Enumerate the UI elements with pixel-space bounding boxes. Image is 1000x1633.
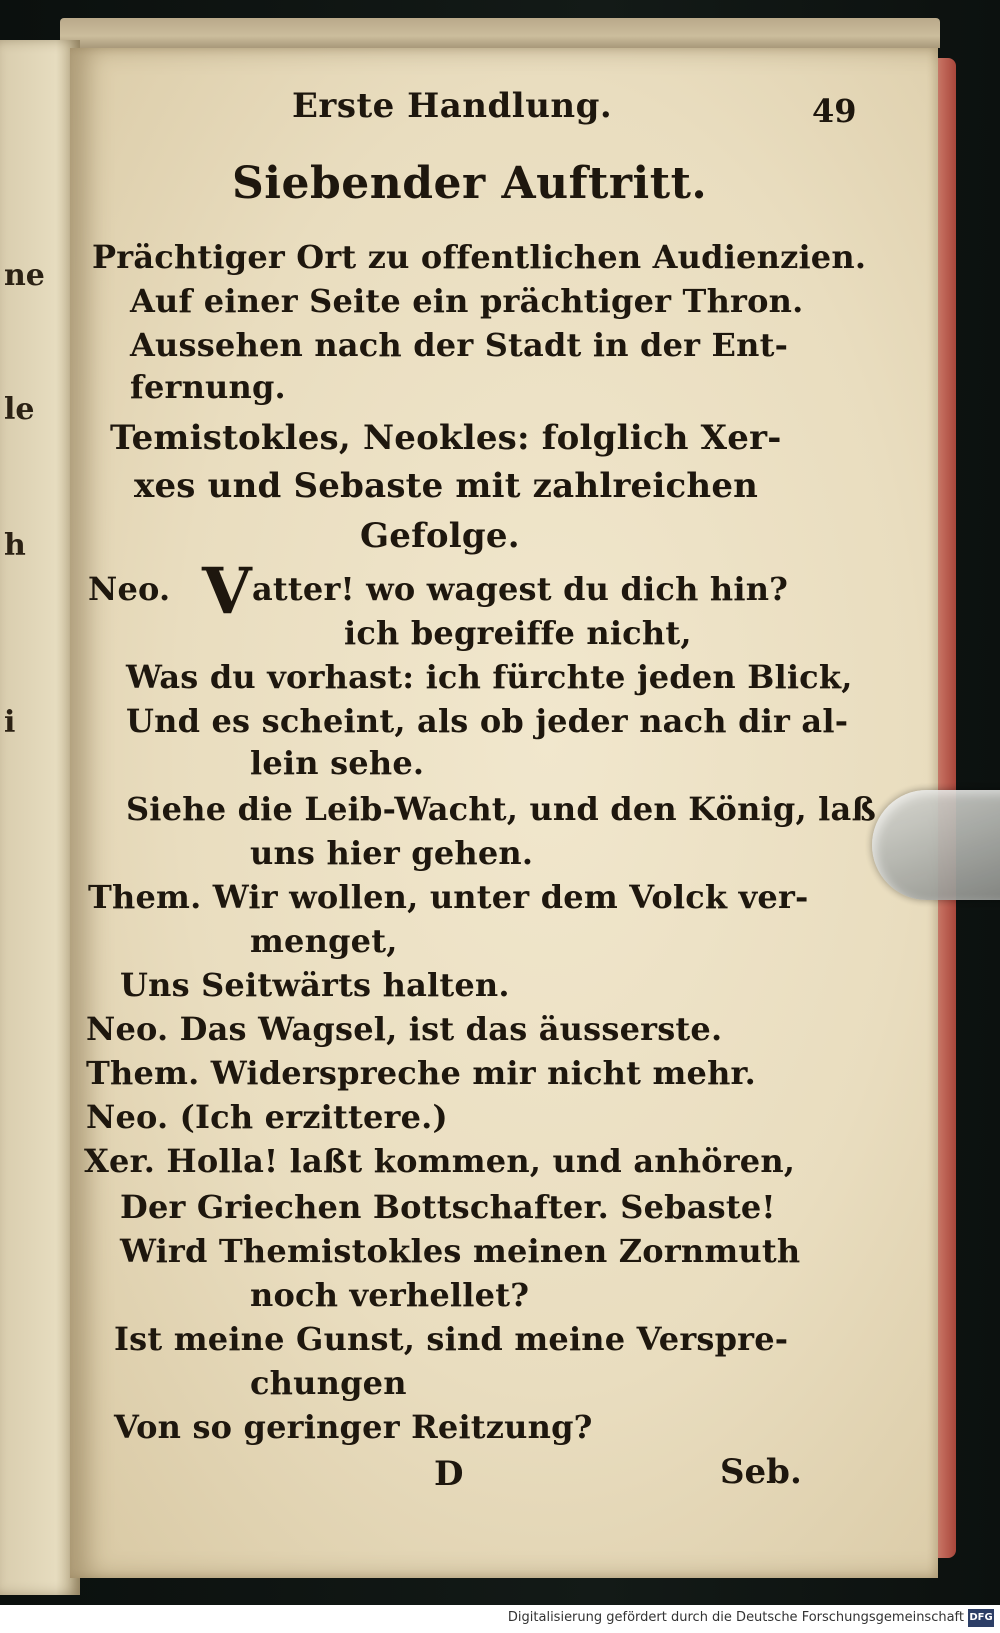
speaker-label: Neo. [88,570,171,608]
catchword: Seb. [720,1452,802,1492]
dialogue-line: uns hier gehen. [250,834,534,872]
stage-direction-line: Prächtiger Ort zu offentlichen Audienzien. [92,238,867,276]
book-top-edge [60,18,940,48]
dialogue-line: Und es scheint, als ob jeder nach dir al- [126,702,849,740]
dialogue-line: Them. Wir wollen, unter dem Volck ver- [88,878,809,916]
dialogue-line: lein sehe. [250,744,425,782]
dialogue-line: Neo. (Ich erzittere.) [86,1098,448,1136]
dialogue-line: Them. Widerspreche mir nicht mehr. [86,1054,757,1092]
signature-mark: D [434,1454,464,1494]
dialogue-line: Der Griechen Bottschafter. Sebaste! [120,1188,776,1226]
dialogue-line: Neo. Das Wagsel, ist das äusserste. [86,1010,723,1048]
dialogue-line: Xer. Holla! laßt kommen, und anhören, [84,1142,796,1180]
dialogue-line: Ist meine Gunst, sind meine Verspre- [114,1320,789,1358]
dialogue-line: Von so geringer Reitzung? [114,1408,593,1446]
stage-direction-line: fernung. [130,368,286,406]
left-page-fragment: i [4,705,16,740]
left-page-fragment: h [4,528,26,563]
stage-direction-line: Auf einer Seite ein prächtiger Thron. [130,282,804,320]
thumb-holding-page [872,790,1000,900]
running-head: Erste Handlung. [292,86,613,126]
dialogue-line: Was du vorhast: ich fürchte jeden Blick, [126,658,853,696]
page-number: 49 [812,92,857,130]
dialogue-line: Wird Themistokles meinen Zornmuth [120,1232,801,1270]
book-page [70,48,938,1578]
left-page-fragment: ne [4,258,45,293]
footer-bar [0,1605,1000,1633]
dialogue-line: Siehe die Leib-Wacht, und den König, laß [126,790,876,828]
stage-direction-line: Aussehen nach der Stadt in der Ent- [130,326,789,364]
dialogue-line: Uns Seitwärts halten. [120,966,510,1004]
left-page-fragment: le [4,392,35,427]
character-list-line: xes und Sebaste mit zahlreichen [134,466,759,506]
character-list-line: Temistokles, Neokles: folglich Xer- [110,418,782,458]
digitization-credit: Digitalisierung gefördert durch die Deutsche Forschungsgemeinschaft [507,1610,964,1625]
decorated-initial: V [202,554,252,629]
dialogue-line: menget, [250,922,398,960]
dialogue-line: noch verhellet? [250,1276,530,1314]
dialogue-line: chungen [250,1364,407,1402]
dialogue-line: ich begreiffe nicht, [344,614,692,652]
previous-page-edge [0,40,80,1595]
dfg-logo-icon: DFG [968,1609,994,1627]
scene-title: Siebender Auftritt. [232,158,708,209]
dialogue-line: atter! wo wagest du dich hin? [252,570,789,608]
character-list-line: Gefolge. [360,516,520,556]
